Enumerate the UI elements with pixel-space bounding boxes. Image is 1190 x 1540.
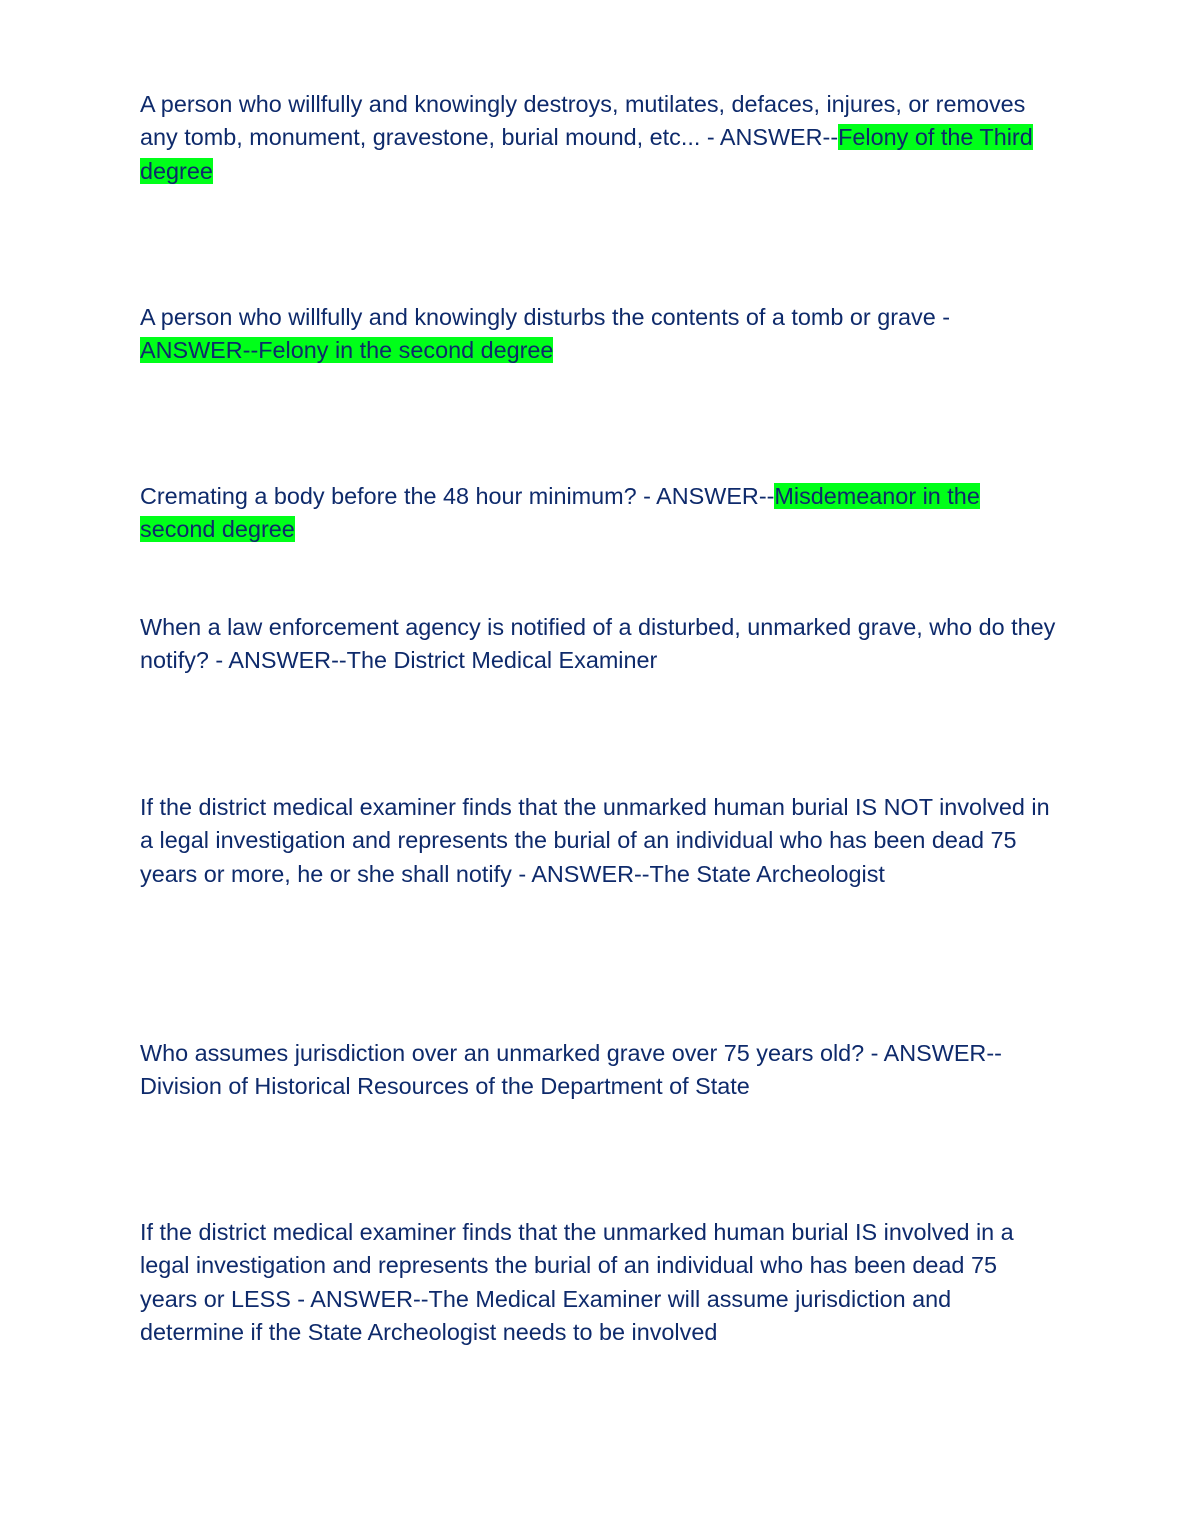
- qa-item: [140, 88, 1060, 188]
- qa-item: [140, 1037, 1060, 1104]
- question-text: When a law enforcement agency is notified of a disturbed, unmarked grave, who do they notify? - ANSWER--The District Medical Examiner: [140, 614, 1056, 674]
- highlighted-answer: ANSWER--Felony in the second degree: [140, 337, 554, 364]
- question-text: A person who willfully and knowingly destroys, mutilates, defaces, injures, or removes any tomb, monument, gravestone, burial mound, etc... - ANSWER--: [140, 91, 1026, 151]
- question-text: Cremating a body before the 48 hour minimum? - ANSWER--: [140, 483, 775, 509]
- qa-item: [140, 791, 1060, 891]
- qa-item: [140, 611, 1060, 678]
- qa-item: [140, 480, 1060, 547]
- highlighted-answer: Felony of the Third degree: [140, 124, 1033, 184]
- question-text: Who assumes jurisdiction over an unmarked grave over 75 years old? - ANSWER--Division of Historical Resources of the Department of State: [140, 1040, 1002, 1100]
- question-text: If the district medical examiner finds that the unmarked human burial IS NOT involved in a legal investigation and represents the burial of an individual who has been dead 75 years or more, he or she shall notify - ANSWER--The State Archeologist: [140, 794, 1050, 887]
- highlighted-answer: Misdemeanor in the second degree: [140, 483, 980, 543]
- question-text: A person who willfully and knowingly disturbs the contents of a tomb or grave -: [140, 304, 950, 330]
- question-text: If the district medical examiner finds that the unmarked human burial IS involved in a legal investigation and represents the burial of an individual who has been dead 75 years or LESS - ANSWER--The Medical Examiner will assume jurisdiction and determine if the State Archeologist needs to be involved: [140, 1219, 1014, 1345]
- qa-item: [140, 1216, 1060, 1349]
- qa-item: [140, 301, 1060, 368]
